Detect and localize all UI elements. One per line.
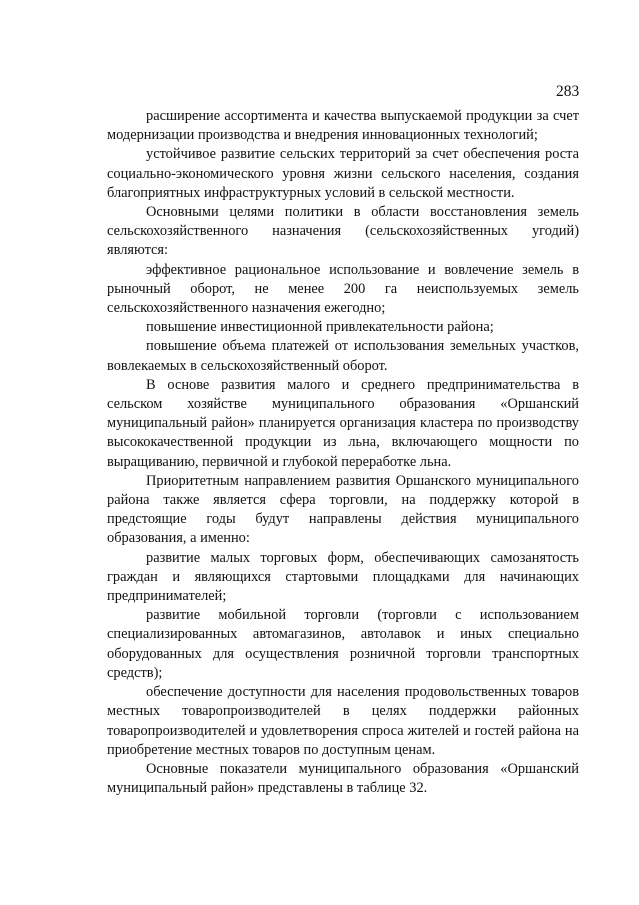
paragraph-land-market-circulation: эффективное рациональное использование и вовлечение земель в рыночный оборот, не менее 200 га неиспользуемых земель сельскохозяйственного назначения ежегодно; bbox=[107, 261, 579, 317]
paragraph-investment-attractiveness: повышение инвестиционной привлекательности района; bbox=[146, 319, 494, 336]
paragraph-table-reference: Основные показатели муниципального образования «Оршанский муниципальный район» представлены в таблице 32. bbox=[107, 760, 579, 797]
paragraph-trade-priority: Приоритетным направлением развития Оршанского муниципального района также является сфера торговли, на поддержку которой в предстоящие годы будут направлены действия муниципального образования, а именно: bbox=[107, 472, 579, 547]
paragraph-small-trade-forms: развитие малых торговых форм, обеспечивающих самозанятость граждан и являющихся стартовыми площадками для начинающих предпринимателей; bbox=[107, 549, 579, 605]
paragraph-assortment-expansion: расширение ассортимента и качества выпускаемой продукции за счет модернизации производства и внедрения инновационных технологий; bbox=[107, 108, 579, 144]
paragraph-flax-cluster: В основе развития малого и среднего предпринимательства в сельском хозяйстве муниципального образования «Оршанский муниципальный район» планируется организация кластера по производству высококачественной продукции из льна, включающего мощности по выращиванию, первичной и глубокой переработке льна. bbox=[107, 376, 579, 470]
paragraph-land-payments: повышение объема платежей от использования земельных участков, вовлекаемых в сельскохозяйственный оборот. bbox=[107, 338, 579, 374]
document-body bbox=[107, 107, 579, 798]
page-number: 283 bbox=[556, 83, 580, 100]
paragraph-mobile-trade: развитие мобильной торговли (торговли с использованием специализированных автомагазинов, автолавок и иных специально оборудованных для осуществления розничной торговли транспортных средств); bbox=[107, 607, 579, 681]
paragraph-land-policy-goals: Основными целями политики в области восстановления земель сельскохозяйственного назначения (сельскохозяйственных угодий) являются: bbox=[107, 204, 579, 259]
paragraph-food-availability: обеспечение доступности для населения продовольственных товаров местных товаропроизводителей в целях поддержки районных товаропроизводителей и удовлетворения спроса жителей и гостей района на приобретение местных товаров по доступным ценам. bbox=[107, 684, 579, 758]
paragraph-rural-development: устойчивое развитие сельских территорий за счет обеспечения роста социально-экономического уровня жизни сельского населения, создания благоприятных инфраструктурных условий в сельской местности. bbox=[107, 146, 579, 201]
